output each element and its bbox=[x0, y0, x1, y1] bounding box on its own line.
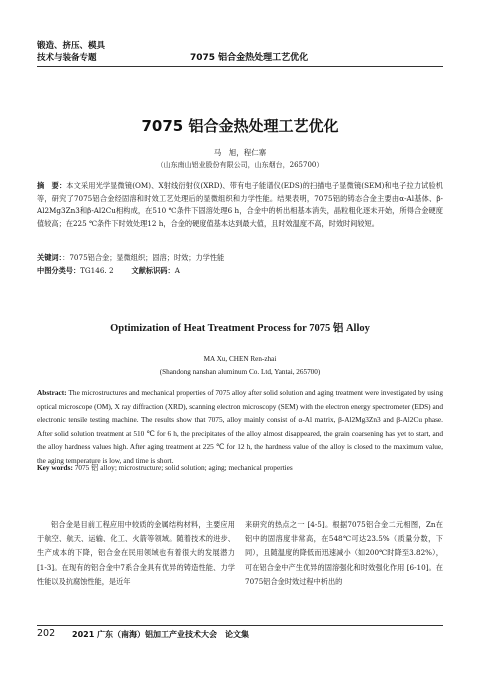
page-number: 202 bbox=[37, 628, 56, 639]
chinese-abstract-label: 摘 要： bbox=[37, 181, 67, 190]
running-title: 7075 铝合金热处理工艺优化 bbox=[190, 53, 309, 63]
chinese-authors: 马 旭，程仁寨 bbox=[213, 148, 267, 157]
section-label-line1: 锻造、挤压、模具 bbox=[37, 41, 106, 51]
body-right-column: 来研究的热点之一 [4-5]。根据7075铝合金二元相图，Zn在铝中的固溶度非常高，在548℃可达23.5%（质量分数，下同），且随温度的降低而迅速减小（如200℃时降至3.82%），可在铝合金中产生优异的固溶强化和时效强化作用 [6-10]。在7075铝合金时效过程中析出的 bbox=[245, 520, 443, 586]
english-affiliation: (Shandong nanshan aluminum Co. Ltd, Yantai, 265700) bbox=[159, 368, 321, 376]
proceedings-title: 2021 广东（南海）铝加工产业技术大会 论文集 bbox=[72, 630, 250, 639]
english-title: Optimization of Heat Treatment Process for 7075 铝 Alloy bbox=[110, 323, 370, 334]
english-abstract-text: The microstructures and mechanical properties of 7075 alloy after solid solution and aging treatment were investigated by using optical microscope (OM), X ray diffraction (XRD), scanning electron microscopy (SEM) with the electron energy spectrometer (EDS) and electronic tensile testing machine. The results show that 7075, alloy mainly consist of α-Al matrix, β-Al2Mg3Zn3 and β-Al2Cu phase. After solid solution treatment at 510 ℃ for 6 h, the precipitates of the alloy almost disappeared, the grain coarsening has yet to start, and the alloy hardness values high. After aging treatment at 225 ℃ for 12 h, the hardness value of the alloy is closed to the maximum value, the aging temperature is low, and time is short. bbox=[37, 388, 444, 465]
clc-value: TG146. 2 bbox=[80, 266, 114, 275]
english-abstract-label: Abstract: bbox=[37, 388, 67, 397]
section-label-line2: 技术与装备专题 bbox=[37, 53, 97, 63]
footer-divider bbox=[37, 625, 443, 626]
chinese-affiliation: （山东南山铝业股份有限公司，山东烟台，265700） bbox=[156, 161, 324, 169]
chinese-keywords-label: 关键词： bbox=[37, 253, 63, 262]
clc-label: 中图分类号： bbox=[37, 266, 81, 275]
english-keywords-text: 7075 铝 alloy; microstructure; solid solution; aging; mechanical properties bbox=[74, 463, 293, 472]
chinese-title: 7075 铝合金热处理工艺优化 bbox=[141, 117, 339, 135]
doc-code-label: 文献标识码： bbox=[131, 266, 175, 275]
english-authors: MA Xu, CHEN Ren-zhai bbox=[203, 355, 277, 363]
chinese-abstract bbox=[37, 180, 443, 230]
classification-line bbox=[37, 265, 443, 277]
chinese-abstract-text: 本文采用光学显微镜(OM)、X射线衍射仪(XRD)、带有电子能谱仪(EDS)的扫描电子显微镜(SEM)和电子拉力试验机等，研究了7075铝合金经固溶和时效工艺处理后的显微组织和力学性能。结果表明，7075铝的铸态合金主要由α-Al基体、β-Al2Mg3Zn3和β-Al2Cu相构成，在510 ℃条件下固溶处理6 h，合金中的析出相基本消失，晶粒粗化逐未开始，所得合金硬度值较高；在225 ℃条件下时效处理12 h，合金的硬度值基本达到最大值，且时效温度不高，时效时间较短。 bbox=[37, 181, 443, 228]
header-divider bbox=[37, 66, 443, 67]
doc-code-value: A bbox=[174, 266, 180, 275]
chinese-keywords bbox=[37, 252, 443, 264]
english-keywords-label: Key words: bbox=[37, 463, 73, 472]
section-label bbox=[37, 40, 105, 64]
english-keywords bbox=[37, 462, 443, 474]
english-abstract bbox=[37, 386, 443, 468]
chinese-keywords-text: ：7075铝合金；显微组织；固溶；时效；力学性能 bbox=[62, 253, 225, 262]
body-left-column: 铝合金是目前工程应用中较质的金属结构材料，主要应用于航空、航天、运输、化工、火箭等领域。随着技术的进步、生产成本的下降，铝合金在民用领域也有着很大的发展潜力 [1-3]。在现有的铝合金中7系合金具有优异的铸造性能、力学性能以及抗腐蚀性能，是近年 bbox=[37, 520, 235, 586]
